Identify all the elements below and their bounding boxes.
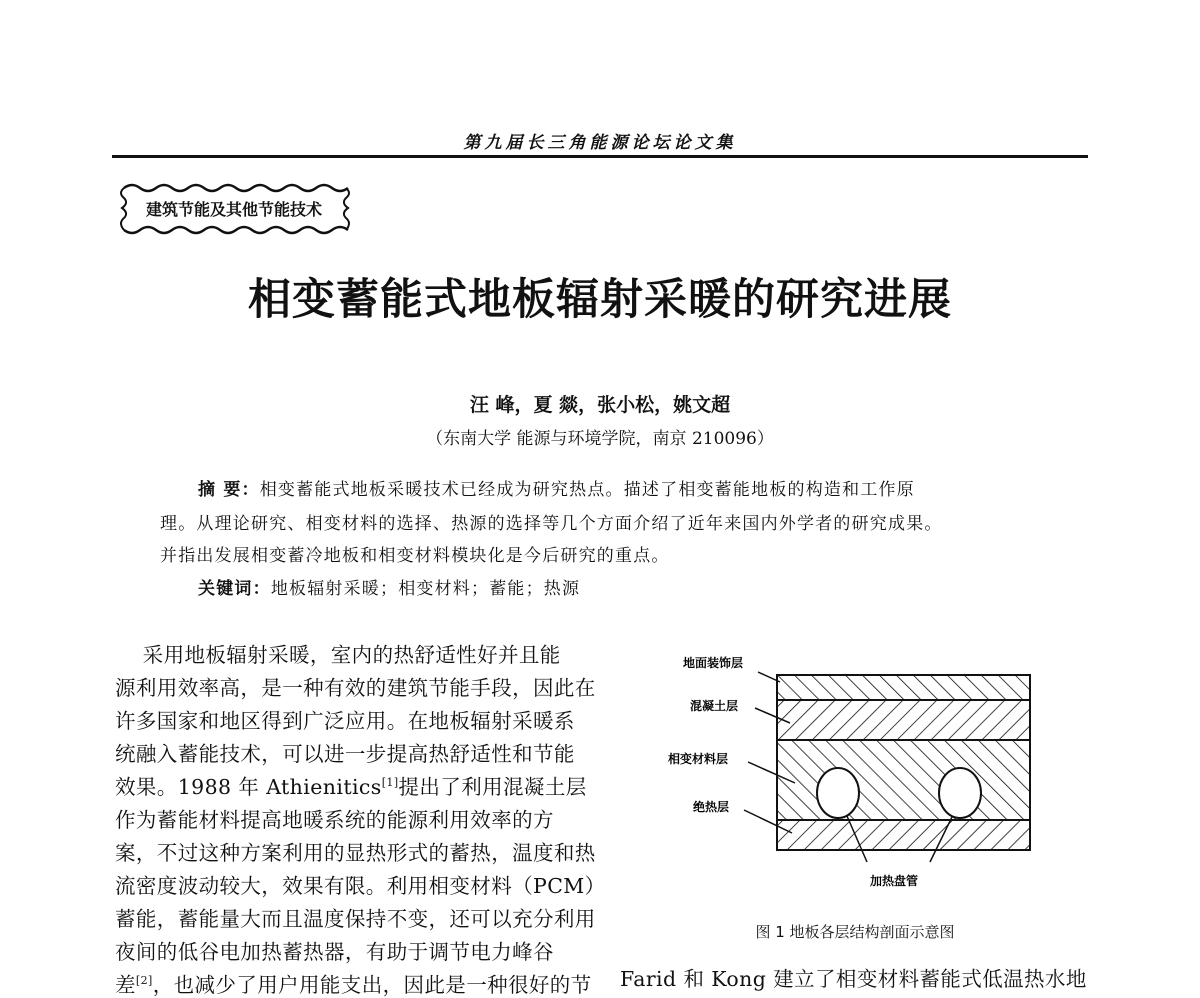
concrete-layer <box>777 700 1030 740</box>
abstract-label: 摘 要： <box>198 480 260 500</box>
keywords <box>198 574 580 599</box>
figure-caption: 图 1 地板各层结构剖面示意图 <box>755 923 955 941</box>
body-line <box>115 968 592 998</box>
abstract-line-2: 理。从理论研究、相变材料的选择、热源的选择等几个方面介绍了近年来国内外学者的研究成果。 <box>160 514 943 534</box>
body-text: 效果。1988 年 Athienitics <box>115 775 382 799</box>
body-line <box>115 770 587 800</box>
body-line: 蓄能，蓄能量大而且温度保持不变，还可以充分利用 <box>115 907 596 931</box>
header-rule <box>112 155 1088 158</box>
body-text: 差 <box>115 973 136 997</box>
abstract-text: 相变蓄能式地板采暖技术已经成为研究热点。描述了相变蓄能地板的构造和工作原 <box>259 480 915 500</box>
running-header: 第九届长三角能源论坛论文集 <box>463 133 737 153</box>
authors: 汪 峰，夏 燚，张小松，姚文超 <box>469 394 731 416</box>
label-decoration-layer: 地面装饰层 <box>683 656 744 670</box>
label-insulation-layer: 绝热层 <box>693 800 730 814</box>
body-line: 案，不过这种方案利用的显热形式的蓄热，温度和热 <box>115 841 596 865</box>
body-line: 源利用效率高，是一种有效的建筑节能手段，因此在 <box>115 676 596 700</box>
insulation-layer <box>777 820 1030 850</box>
body-line: 许多国家和地区得到广泛应用。在地板辐射采暖系 <box>115 709 575 733</box>
pcm-layer <box>777 740 1030 820</box>
body-text: 提出了利用混凝土层 <box>398 775 587 799</box>
body-line: 夜间的低谷电加热蓄热器，有助于调节电力峰谷 <box>115 940 554 964</box>
body-text: ，也减少了用户用能支出，因此是一种很好的节 <box>152 973 592 997</box>
paper-title: 相变蓄能式地板辐射采暖的研究进展 <box>248 275 952 325</box>
body-line: 作为蓄能材料提高地暖系统的能源利用效率的方 <box>115 808 554 832</box>
heating-pipe <box>817 768 859 818</box>
floor-structure-figure <box>640 640 1060 900</box>
heating-pipe <box>939 768 981 818</box>
decoration-layer <box>777 675 1030 700</box>
keywords-text: 地板辐射采暖；相变材料；蓄能；热源 <box>270 579 581 599</box>
body-line: 流密度波动较大，效果有限。利用相变材料（PCM） <box>115 874 606 898</box>
abstract-line-3: 并指出发展相变蓄冷地板和相变材料模块化是今后研究的重点。 <box>160 546 670 566</box>
keywords-label: 关键词： <box>198 579 271 599</box>
section-tag-label: 建筑节能及其他节能技术 <box>145 200 322 219</box>
abstract-line-1 <box>198 475 915 500</box>
section-tag <box>118 180 350 236</box>
affiliation: （东南大学 能源与环境学院，南京 210096） <box>426 429 774 449</box>
body-line: Farid 和 Kong 建立了相变材料蓄能式低温热水地 <box>620 967 1087 991</box>
body-line: 统融入蓄能技术，可以进一步提高热舒适性和节能 <box>115 742 575 766</box>
label-concrete-layer: 混凝土层 <box>690 699 739 713</box>
citation-ref[interactable]: [1] <box>381 776 399 790</box>
body-line: 采用地板辐射采暖，室内的热舒适性好并且能 <box>115 643 561 667</box>
citation-ref[interactable]: [2] <box>135 974 153 988</box>
label-heating-pipe: 加热盘管 <box>870 874 919 888</box>
label-pcm-layer: 相变材料层 <box>668 752 729 766</box>
